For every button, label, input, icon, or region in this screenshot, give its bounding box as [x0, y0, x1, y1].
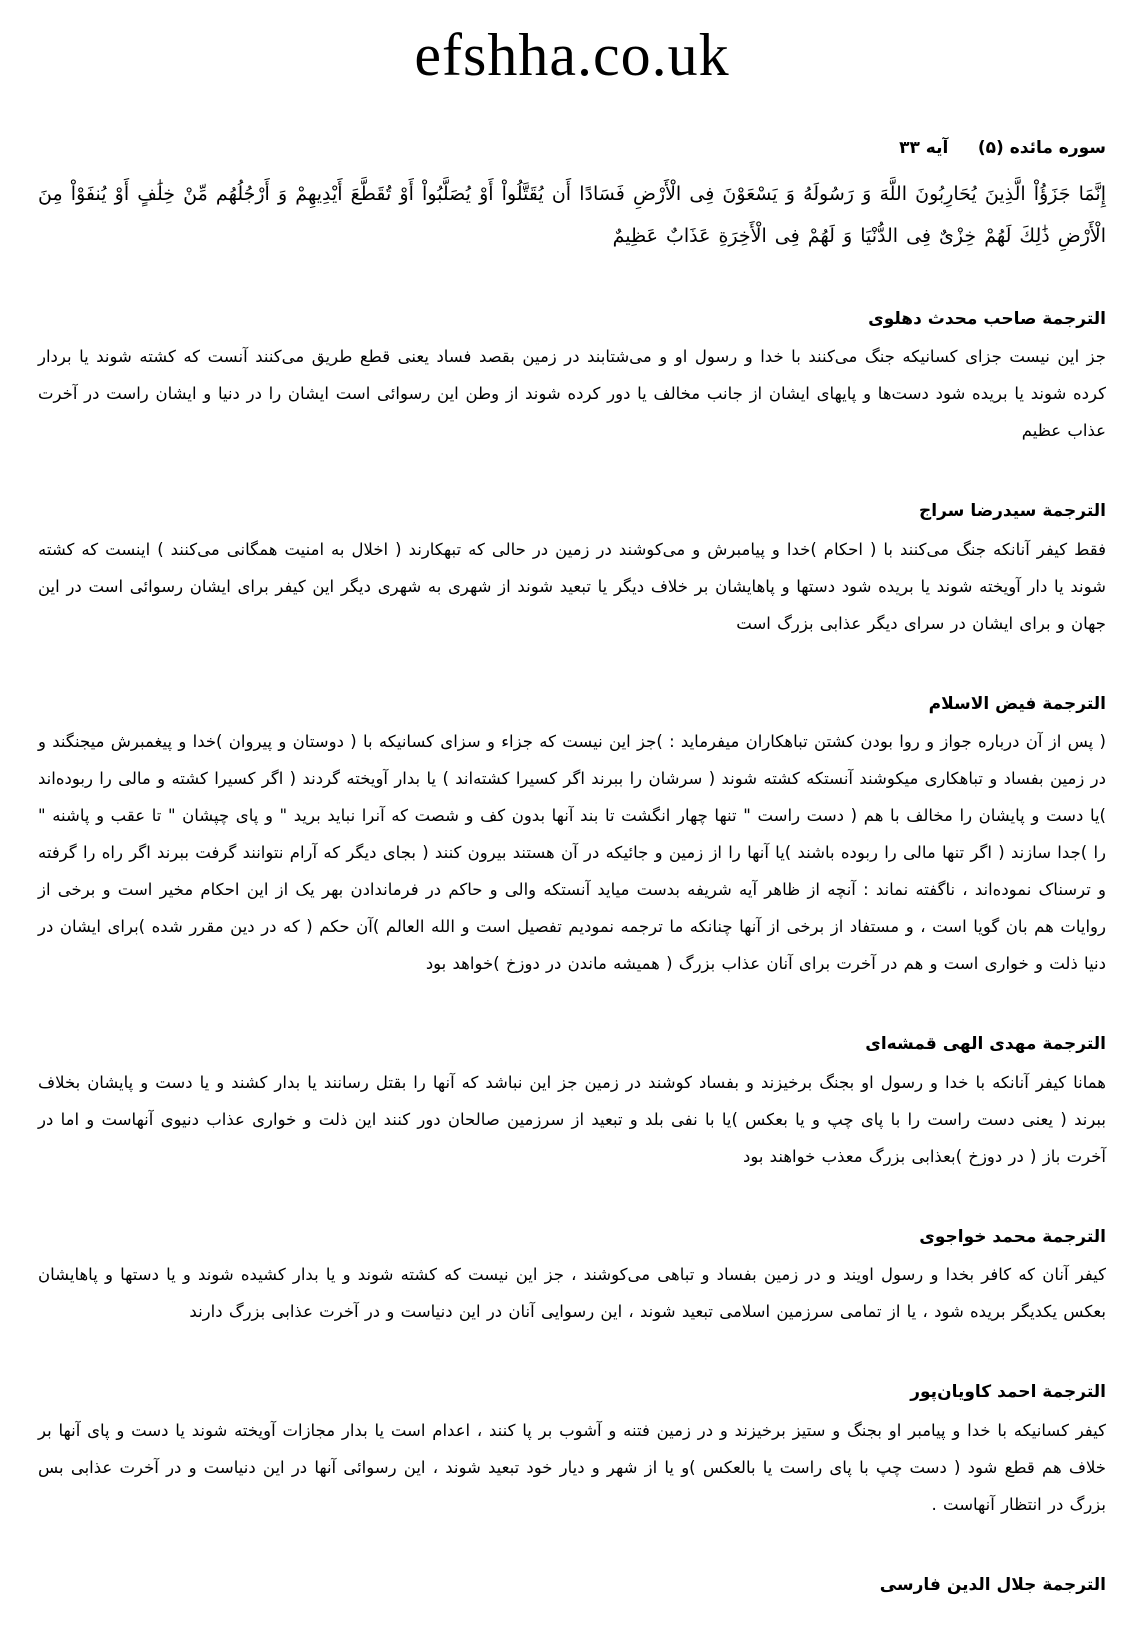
site-logo-text: efshha.co.uk	[414, 22, 730, 88]
translation-section	[38, 1573, 1106, 1599]
translation-body: فقط کیفر آنانکه جنگ می‌کنند با ( احکام )خدا و پیامبرش و می‌کوشند در زمین در حالی که تبهکارند ( اخلال به امنیت همگانی می‌کنند ) اینست که کشته شوند یا دار آویخته شوند یا بریده شود دستها و پاهایشان بر خلاف دیگر یا تبعید شوند از شهری به شهری دیگر این کیفر برای ایشان رسوائی است در این جهان و برای ایشان در سرای دیگر عذابی بزرگ است	[38, 539, 1106, 633]
sura-ayah-title: سوره مائده (۵) آیه ۳۳	[899, 138, 1106, 158]
document-content	[38, 137, 1106, 1598]
translation-section	[38, 307, 1106, 450]
translation-heading: الترجمة فیض الاسلام	[928, 693, 1106, 714]
translation-section	[38, 499, 1106, 642]
translation-heading: الترجمة جلال الدین فارسی	[879, 1574, 1106, 1595]
translation-section	[38, 1380, 1106, 1523]
translation-section	[38, 692, 1106, 983]
translation-section	[38, 1225, 1106, 1331]
translation-heading: الترجمة محمد خواجوی	[919, 1226, 1106, 1247]
translation-body: همانا کیفر آنانکه با خدا و رسول او بجنگ برخیزند و بفساد کوشند در زمین جز این نباشد که آنها را بقتل رسانند یا بدار کشند و یا دست و پایشان بخلاف ببرند ( یعنی دست راست را با پای چپ و یا بعکس )یا با نفی بلد و تبعید از سرزمین صالحان دور کنند این ذلت و خواری عذاب دنیوی آنهاست و اما در آخرت باز ( در دوزخ )بعذابی بزرگ معذب خواهند بود	[38, 1072, 1106, 1166]
translation-heading: الترجمة صاحب محدث دهلوی	[868, 308, 1106, 329]
translation-body: کیفر آنان که کافر بخدا و رسول اویند و در زمین بفساد و تباهی می‌کوشند ، جز این نیست که کشته شوند و یا بدار کشیده شوند و یا دستها و پاهایشان بعکس یکدیگر بریده شود ، یا از تمامی سرزمین اسلامی تبعید شوند ، این رسوایی آنان در این دنیاست و در آخرت عذابی بزرگ دارند	[38, 1265, 1106, 1322]
translation-body: ( پس از آن درباره جواز و روا بودن کشتن تباهکاران میفرماید : )جز این نیست که جزاء و سزای کسانیکه با ( دوستان و پیروان )خدا و پیغمبرش میجنگند و در زمین بفساد و تباهکاری میکوشند آنستکه کشته شوند ( سرشان را ببرند اگر کسیرا کشته‌اند ) یا بدار آویخته گردند ( اگر کسیرا کشته و مالی را ربوده‌اند )یا دست و پایشان را مخالف با هم ( دست راست " تنها چهار انگشت تا بند آنها بدون کف و شصت که آنرا نباید برید " و پای چپشان " تا عقب و پاشنه " را )جدا سازند ( اگر تنها مالی را ربوده باشند )یا آنها را از زمین و جائیکه در آن هستند بیرون کنند ( بجای دیگر که آرام نتوانند گرفت ببرند اگر راه را گرفته و ترسناک نموده‌اند ، ناگفته نماند : آنچه از ظاهر آیه شریفه بدست میاید آنستکه والی و حاکم در فرماندادن بهر یک از این احکام مخیر است و برخی از روایات هم بان گویا است ، و مستفاد از برخی از آنها چنانکه ما ترجمه نمودیم تفصیل است و الله العالم )آن حکم ( که در دین مقرر شده )برای ایشان در دنیا ذلت و خواری است و هم در آخرت برای آنان عذاب بزرگ ( همیشه ماندن در دوزخ )خواهد بود	[38, 732, 1106, 974]
arabic-verse: إِنَّمَا جَزَؤُاْ الَّذِينَ يُحَارِبُونَ اللَّهَ وَ رَسُولَهُ وَ يَسْعَوْنَ فِى الْأَرْضِ فَسَادًا أَن يُقَتَّلُواْ أَوْ يُصَلَّبُواْ أَوْ تُقَطَّعَ أَيْدِيهِمْ وَ أَرْجُلُهُم مِّنْ خِلَٰفٍ أَوْ يُنفَوْاْ مِنَ الْأَرْضِ ذَٰلِكَ لَهُمْ خِزْىٌ فِى الدُّنْيَا وَ لَهُمْ فِى الْأَخِرَةِ عَذَابٌ عَظِيمٌ	[38, 182, 1106, 247]
translation-heading: الترجمة احمد کاویان‌پور	[910, 1382, 1106, 1403]
translation-body: جز این نیست جزای کسانیکه جنگ می‌کنند با خدا و رسول او و می‌شتابند در زمین بقصد فساد یعنی قطع طریق می‌کنند آنست که کشته شوند یا بردار کرده شوند یا بریده شود دست‌ها و پایهای ایشان از جانب مخالف یا دور کرده شوند از وطن این رسوائی است ایشان را در دنیا و ایشان راست در آخرت عذاب عظیم	[38, 347, 1106, 441]
translation-section	[38, 1032, 1106, 1175]
translation-heading: الترجمة سیدرضا سراج	[919, 501, 1106, 522]
translation-heading: الترجمة مهدی الهی قمشه‌ای	[865, 1034, 1106, 1055]
translation-body: کیفر کسانیکه با خدا و پیامبر او بجنگ و ستیز برخیزند و در زمین فتنه و آشوب بر پا کنند ، اعدام است یا بدار مجازات آویخته شوند یا دست و پای آنها بر خلاف هم قطع شود ( دست چپ با پای راست یا بالعکس )و یا از شهر و دیار خود تبعید شوند ، این رسوائی آنها در این دنیاست و در آخرت عذابی بس بزرگ در انتظار آنهاست .	[38, 1420, 1106, 1514]
